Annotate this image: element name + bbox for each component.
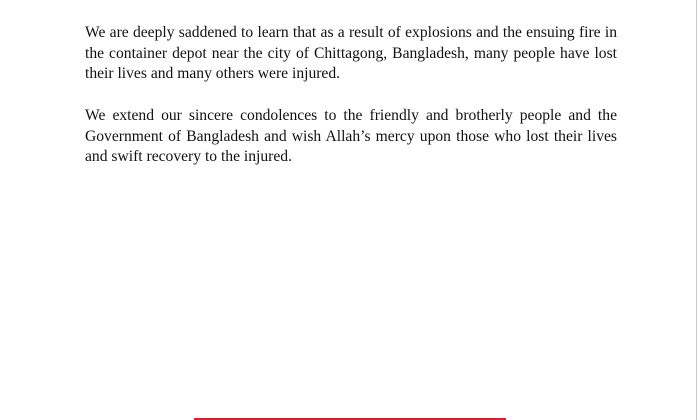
cropped-heading-line [85, 0, 615, 4]
paragraph-condolence-intro: We are deeply saddened to learn that as a result of explosions and the ensuing fire in the container depot near the city of Chittagong, Bangladesh, many people have lost their lives and many others were injured. [85, 24, 617, 82]
page-edge-divider [696, 0, 700, 420]
paragraph-condolence-message: We extend our sincere condolences to the friendly and brotherly people and the Government of Bangladesh and wish Allah’s mercy upon those who lost their lives and swift recovery to the injured. [85, 107, 617, 165]
